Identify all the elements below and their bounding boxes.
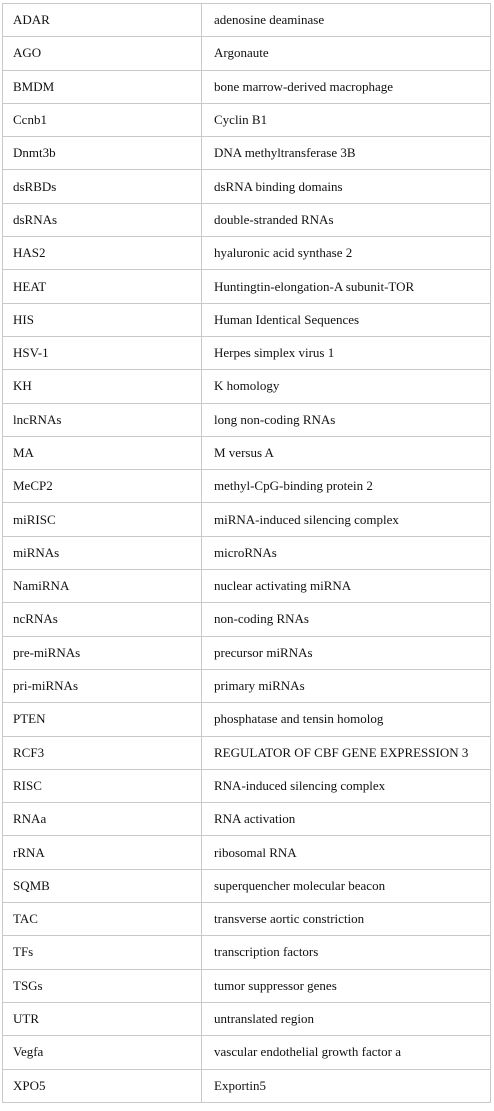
definition-cell: ribosomal RNA (202, 836, 491, 869)
table-row (3, 436, 491, 469)
abbreviation-cell: MA (3, 436, 202, 469)
definition-cell: RNA-induced silencing complex (202, 769, 491, 802)
abbreviation-cell: rRNA (3, 836, 202, 869)
abbreviation-cell: KH (3, 370, 202, 403)
abbreviation-cell: TAC (3, 903, 202, 936)
abbreviation-cell: Ccnb1 (3, 103, 202, 136)
definition-cell: microRNAs (202, 536, 491, 569)
table-row (3, 103, 491, 136)
table-row (3, 1002, 491, 1035)
definition-cell: K homology (202, 370, 491, 403)
abbreviation-cell: MeCP2 (3, 470, 202, 503)
table-row (3, 869, 491, 902)
abbreviation-cell: TSGs (3, 969, 202, 1002)
table-row (3, 170, 491, 203)
definition-cell: vascular endothelial growth factor a (202, 1036, 491, 1069)
table-row (3, 736, 491, 769)
abbreviation-cell: Dnmt3b (3, 137, 202, 170)
definition-cell: dsRNA binding domains (202, 170, 491, 203)
definition-cell: superquencher molecular beacon (202, 869, 491, 902)
definition-cell: bone marrow-derived macrophage (202, 70, 491, 103)
definition-cell: Exportin5 (202, 1069, 491, 1102)
abbreviation-cell: TFs (3, 936, 202, 969)
table-row (3, 603, 491, 636)
definition-cell: phosphatase and tensin homolog (202, 703, 491, 736)
abbreviation-cell: pre-miRNAs (3, 636, 202, 669)
table-row (3, 536, 491, 569)
abbreviation-cell: lncRNAs (3, 403, 202, 436)
table-row (3, 570, 491, 603)
table-row (3, 403, 491, 436)
definition-cell: M versus A (202, 436, 491, 469)
definition-cell: hyaluronic acid synthase 2 (202, 237, 491, 270)
abbreviation-cell: UTR (3, 1002, 202, 1035)
abbreviation-cell: HAS2 (3, 237, 202, 270)
table-row (3, 4, 491, 37)
abbreviation-cell: XPO5 (3, 1069, 202, 1102)
abbreviation-cell: Vegfa (3, 1036, 202, 1069)
definition-cell: primary miRNAs (202, 669, 491, 702)
table-row (3, 1036, 491, 1069)
definition-cell: non-coding RNAs (202, 603, 491, 636)
definition-cell: Human Identical Sequences (202, 303, 491, 336)
abbreviation-cell: RISC (3, 769, 202, 802)
abbreviation-cell: HSV-1 (3, 336, 202, 369)
abbreviation-cell: SQMB (3, 869, 202, 902)
abbreviation-cell: HIS (3, 303, 202, 336)
table-row (3, 203, 491, 236)
definition-cell: REGULATOR OF CBF GENE EXPRESSION 3 (202, 736, 491, 769)
definition-cell: miRNA-induced silencing complex (202, 503, 491, 536)
abbreviation-cell: miRISC (3, 503, 202, 536)
table-row (3, 703, 491, 736)
definition-cell: long non-coding RNAs (202, 403, 491, 436)
table-row (3, 137, 491, 170)
abbreviation-cell: RCF3 (3, 736, 202, 769)
abbreviation-cell: NamiRNA (3, 570, 202, 603)
table-row (3, 270, 491, 303)
table-row (3, 470, 491, 503)
abbreviation-cell: BMDM (3, 70, 202, 103)
abbreviation-cell: dsRBDs (3, 170, 202, 203)
definition-cell: methyl-CpG-binding protein 2 (202, 470, 491, 503)
table-row (3, 936, 491, 969)
table-row (3, 803, 491, 836)
definition-cell: double-stranded RNAs (202, 203, 491, 236)
definition-cell: tumor suppressor genes (202, 969, 491, 1002)
table-row (3, 237, 491, 270)
table-row (3, 336, 491, 369)
definition-cell: transcription factors (202, 936, 491, 969)
definition-cell: adenosine deaminase (202, 4, 491, 37)
abbreviation-cell: HEAT (3, 270, 202, 303)
abbreviation-cell: ADAR (3, 4, 202, 37)
definition-cell: Huntingtin-elongation-A subunit-TOR (202, 270, 491, 303)
table-row (3, 903, 491, 936)
table-row (3, 1069, 491, 1102)
definition-cell: nuclear activating miRNA (202, 570, 491, 603)
abbreviation-cell: ncRNAs (3, 603, 202, 636)
abbreviation-cell: AGO (3, 37, 202, 70)
table-row (3, 836, 491, 869)
definition-cell: Cyclin B1 (202, 103, 491, 136)
abbreviation-cell: dsRNAs (3, 203, 202, 236)
table-row (3, 370, 491, 403)
definition-cell: Herpes simplex virus 1 (202, 336, 491, 369)
abbreviation-cell: RNAa (3, 803, 202, 836)
definition-cell: RNA activation (202, 803, 491, 836)
abbreviation-cell: PTEN (3, 703, 202, 736)
definition-cell: DNA methyltransferase 3B (202, 137, 491, 170)
table-row (3, 70, 491, 103)
abbreviation-cell: pri-miRNAs (3, 669, 202, 702)
table-row (3, 969, 491, 1002)
table-row (3, 303, 491, 336)
table-body (3, 4, 491, 1103)
table-row (3, 37, 491, 70)
definition-cell: Argonaute (202, 37, 491, 70)
table-row (3, 669, 491, 702)
abbreviations-table (2, 3, 491, 1103)
definition-cell: precursor miRNAs (202, 636, 491, 669)
abbreviation-cell: miRNAs (3, 536, 202, 569)
definition-cell: transverse aortic constriction (202, 903, 491, 936)
definition-cell: untranslated region (202, 1002, 491, 1035)
table-row (3, 636, 491, 669)
table-row (3, 503, 491, 536)
table-row (3, 769, 491, 802)
